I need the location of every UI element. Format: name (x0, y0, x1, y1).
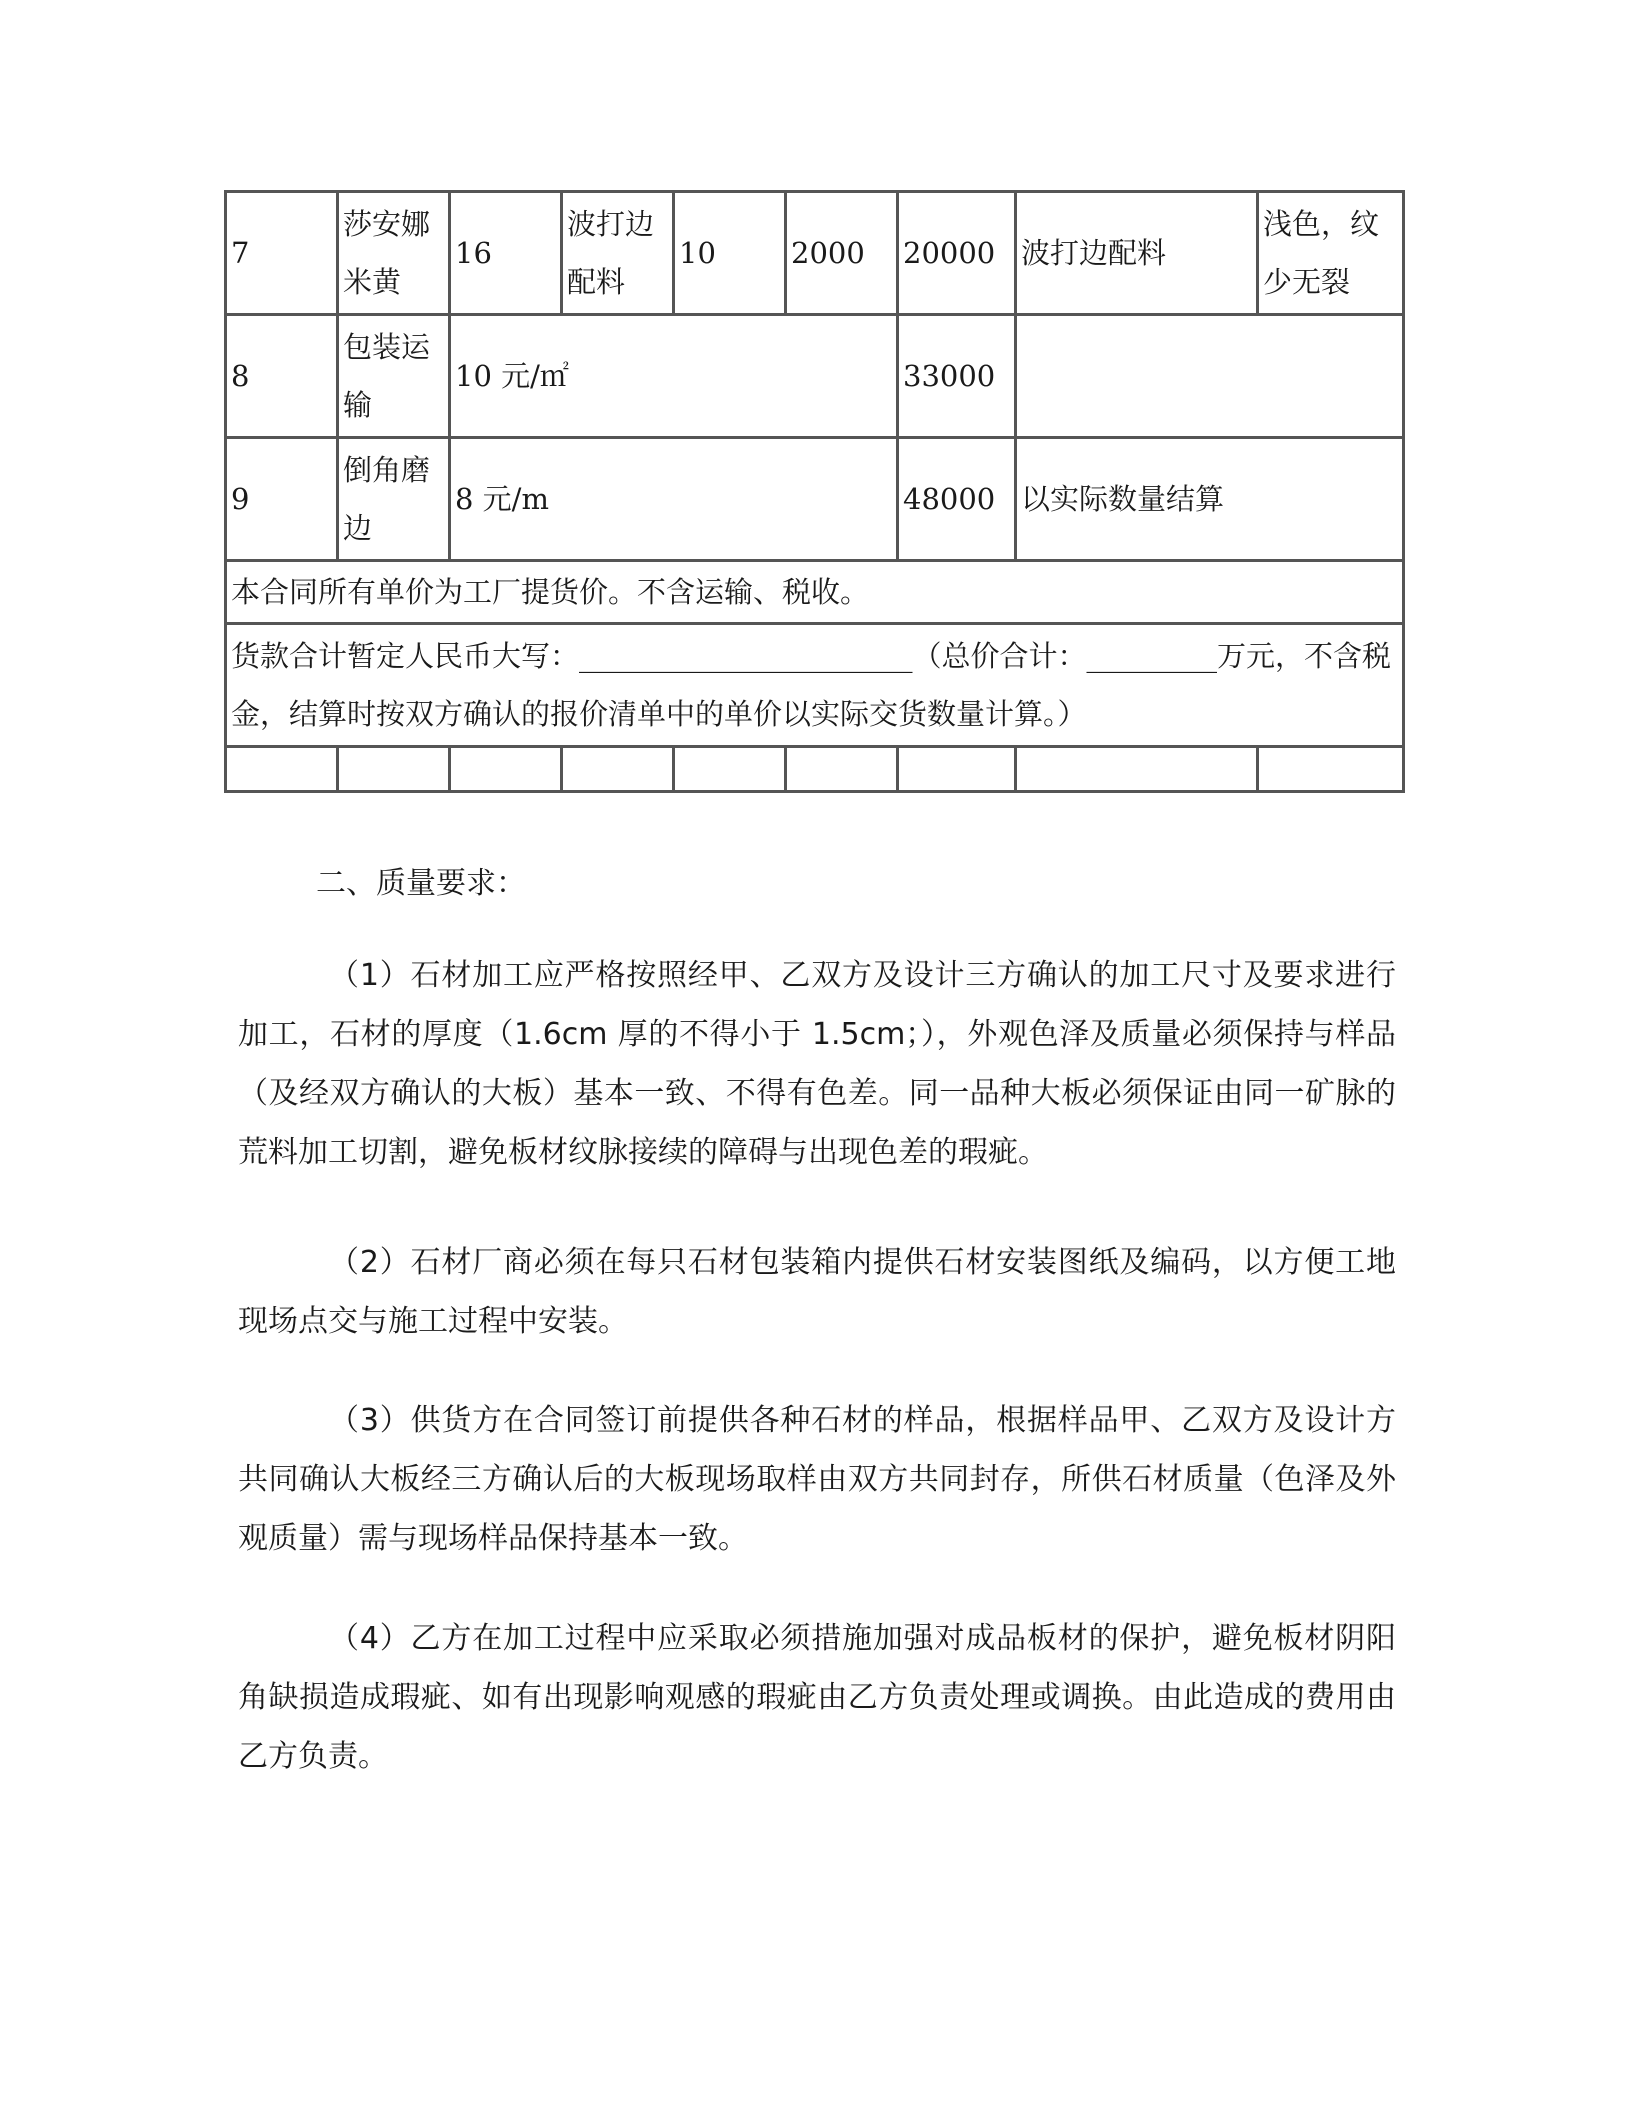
cell-no: 9 (226, 438, 338, 561)
empty-cell (450, 747, 562, 792)
empty-cell (674, 747, 786, 792)
price-table (224, 190, 1405, 793)
cell-remark: 以实际数量结算 (1016, 438, 1404, 561)
quality-paragraph-4: （4）乙方在加工过程中应采取必须措施加强对成品板材的保护，避免板材阴阳角缺损造成瑕疵、如有出现影响观感的瑕疵由乙方负责处理或调换。由此造成的费用由乙方负责。 (238, 1621, 1396, 1774)
table-row (226, 438, 1404, 561)
quality-paragraph-2: （2）石材厂商必须在每只石材包装箱内提供石材安装图纸及编码，以方便工地现场点交与施工过程中安装。 (238, 1245, 1396, 1339)
cell-name: 倒角磨边 (338, 438, 450, 561)
empty-cell (562, 747, 674, 792)
table-row (226, 315, 1404, 438)
cell-spec: 16 (450, 192, 562, 315)
empty-cell (1258, 747, 1404, 792)
table-row (226, 192, 1404, 315)
empty-cell (786, 747, 898, 792)
cell-no: 7 (226, 192, 338, 315)
price-note: 本合同所有单价为工厂提货价。不含运输、税收。 (226, 561, 1404, 624)
table-row (226, 624, 1404, 747)
cell-amount: 48000 (898, 438, 1016, 561)
cell-price: 2000 (786, 192, 898, 315)
cell-unit-price: 10 元/㎡ (450, 315, 898, 438)
quality-paragraph-1: （1）石材加工应严格按照经甲、乙双方及设计三方确认的加工尺寸及要求进行加工，石材的厚度（1.6cm 厚的不得小于 1.5cm；），外观色泽及质量必须保持与样品（及经双方确认的大板）基本一致、不得有色差。同一品种大板必须保证由同一矿脉的荒料加工切割，避免板材纹脉接续的障碍与出现色差的瑕疵。 (238, 958, 1396, 1170)
cell-process: 波打边配料 (562, 192, 674, 315)
empty-cell (226, 747, 338, 792)
cell-remark: 波打边配料 (1016, 192, 1258, 315)
cell-unit-price: 8 元/m (450, 438, 898, 561)
total-amount-text: 货款合计暂定人民币大写：_______________________（总价合计：_________万元，不含税金，结算时按双方确认的报价清单中的单价以实际交货数量计算。） (226, 624, 1404, 747)
section-title: 二、质量要求： (316, 866, 526, 901)
cell-qty: 10 (674, 192, 786, 315)
cell-amount: 33000 (898, 315, 1016, 438)
quality-paragraph-3: （3）供货方在合同签订前提供各种石材的样品，根据样品甲、乙双方及设计方共同确认大板经三方确认后的大板现场取样由双方共同封存，所供石材质量（色泽及外观质量）需与现场样品保持基本一致。 (238, 1403, 1396, 1556)
empty-cell (1016, 747, 1258, 792)
empty-cell (898, 747, 1016, 792)
cell-name: 包装运输 (338, 315, 450, 438)
cell-name: 莎安娜米黄 (338, 192, 450, 315)
table-row (226, 747, 1404, 792)
cell-amount: 20000 (898, 192, 1016, 315)
cell-no: 8 (226, 315, 338, 438)
empty-cell (338, 747, 450, 792)
table-row (226, 561, 1404, 624)
cell-quality: 浅色，纹少无裂 (1258, 192, 1404, 315)
cell-remark (1016, 315, 1404, 438)
